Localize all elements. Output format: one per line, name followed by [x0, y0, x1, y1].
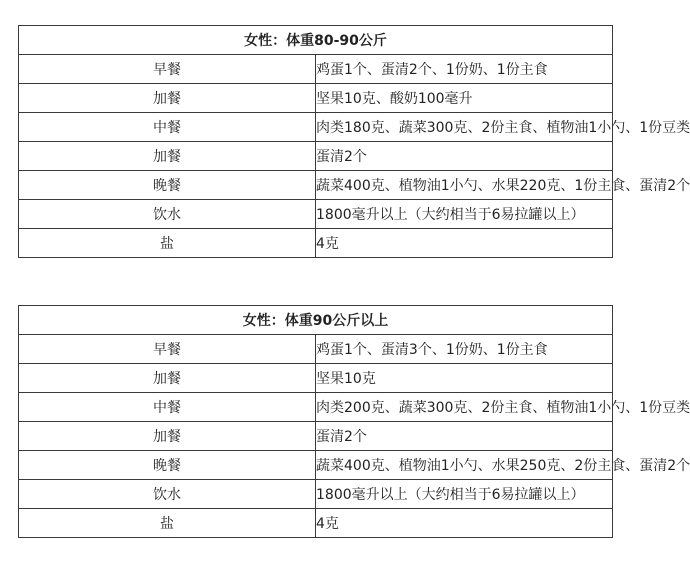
table-row-morning-snack	[19, 364, 613, 393]
meal-label: 晚餐	[19, 451, 316, 480]
meal-content: 肉类180克、蔬菜300克、2份主食、植物油1小勺、1份豆类	[316, 113, 613, 142]
meal-plan-table-80-90kg	[18, 25, 690, 258]
table-row-breakfast	[19, 335, 613, 364]
meal-label: 中餐	[19, 393, 316, 422]
meal-label: 晚餐	[19, 171, 316, 200]
meal-content: 鸡蛋1个、蛋清3个、1份奶、1份主食	[316, 335, 613, 364]
meal-plan-table-90kg-plus	[18, 305, 690, 538]
meal-label: 饮水	[19, 200, 316, 229]
meal-content: 4克	[316, 229, 613, 258]
meal-label: 早餐	[19, 335, 316, 364]
table-row-lunch	[19, 393, 613, 422]
meal-content: 蔬菜400克、植物油1小勺、水果220克、1份主食、蛋清2个	[316, 171, 613, 200]
meal-content: 蔬菜400克、植物油1小勺、水果250克、2份主食、蛋清2个	[316, 451, 613, 480]
table-header-row	[19, 306, 613, 335]
table-title: 女性：体重80-90公斤	[19, 26, 613, 55]
table-row-lunch	[19, 113, 613, 142]
meal-label: 早餐	[19, 55, 316, 84]
meal-content: 4克	[316, 509, 613, 538]
meal-content: 坚果10克、酸奶100毫升	[316, 84, 613, 113]
table-row-afternoon-snack	[19, 422, 613, 451]
meal-label: 盐	[19, 229, 316, 258]
meal-label: 盐	[19, 509, 316, 538]
meal-content: 1800毫升以上（大约相当于6易拉罐以上）	[316, 200, 613, 229]
meal-label: 加餐	[19, 84, 316, 113]
meal-label: 中餐	[19, 113, 316, 142]
meal-label: 加餐	[19, 142, 316, 171]
table-title: 女性：体重90公斤以上	[19, 306, 613, 335]
meal-content: 肉类200克、蔬菜300克、2份主食、植物油1小勺、1份豆类	[316, 393, 613, 422]
meal-label: 饮水	[19, 480, 316, 509]
meal-content: 蛋清2个	[316, 422, 613, 451]
meal-content: 1800毫升以上（大约相当于6易拉罐以上）	[316, 480, 613, 509]
table-row-water	[19, 200, 613, 229]
meal-label: 加餐	[19, 364, 316, 393]
meal-label: 加餐	[19, 422, 316, 451]
table-row-dinner	[19, 171, 613, 200]
table-row-salt	[19, 509, 613, 538]
table-row-salt	[19, 229, 613, 258]
table-row-morning-snack	[19, 84, 613, 113]
table-header-row	[19, 26, 613, 55]
meal-content: 坚果10克	[316, 364, 613, 393]
meal-content: 鸡蛋1个、蛋清2个、1份奶、1份主食	[316, 55, 613, 84]
table-row-breakfast	[19, 55, 613, 84]
meal-content: 蛋清2个	[316, 142, 613, 171]
table-row-dinner	[19, 451, 613, 480]
table-row-water	[19, 480, 613, 509]
table-row-afternoon-snack	[19, 142, 613, 171]
